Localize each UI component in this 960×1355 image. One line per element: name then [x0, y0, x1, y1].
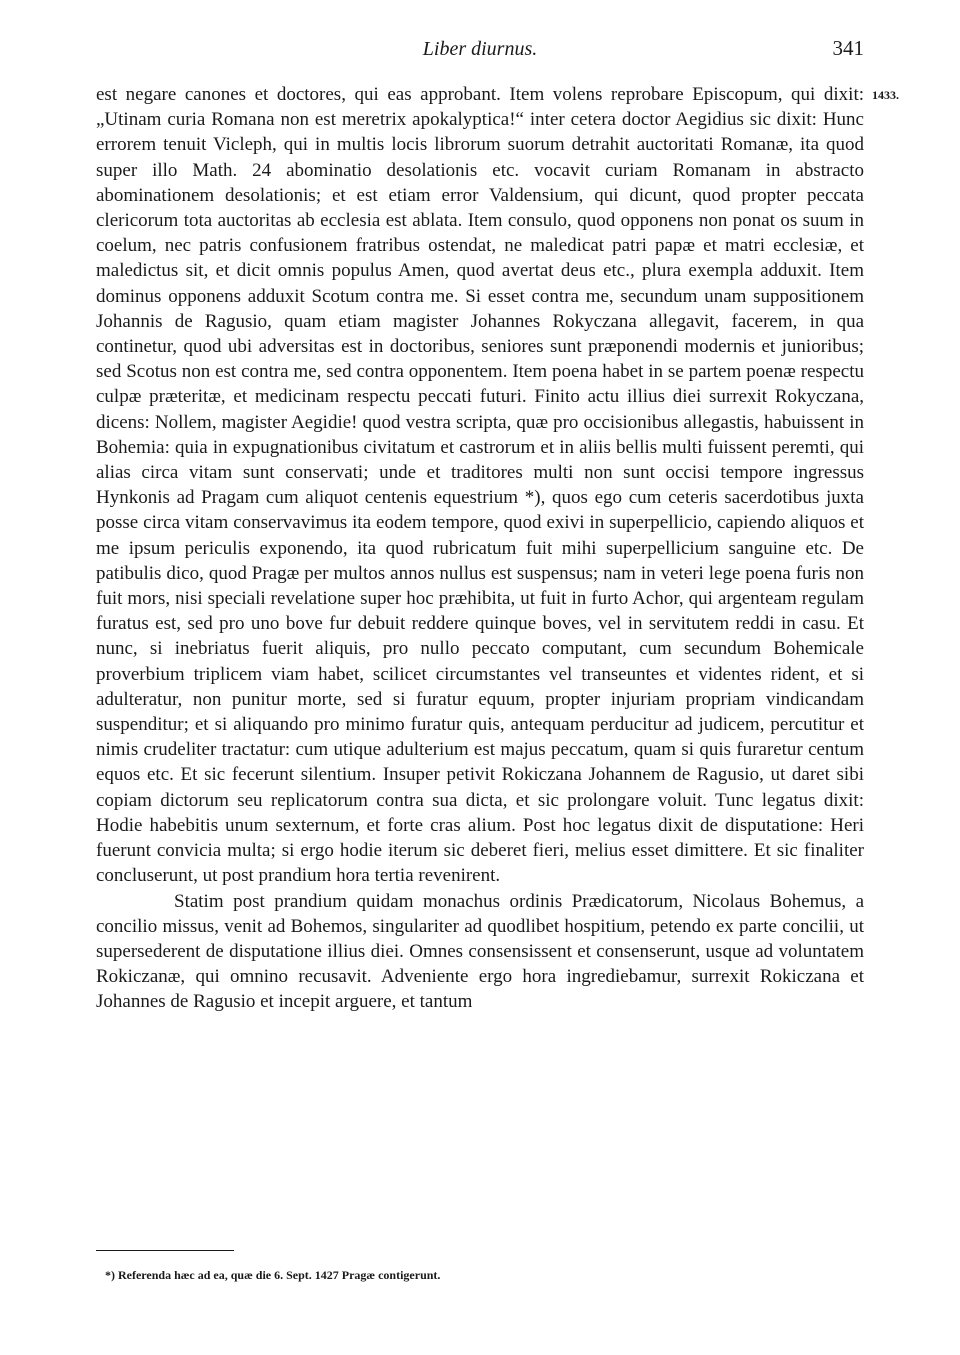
margin-year-note: 1433.	[872, 88, 899, 102]
running-title: Liber diurnus.	[422, 38, 538, 60]
running-head	[96, 36, 864, 66]
footnote: *) Referenda hæc ad ea, quæ die 6. Sept. 1427 Pragæ contigerunt.	[105, 1268, 441, 1282]
page-number: 341	[832, 36, 864, 60]
paragraph-1: est negare canones et doctores, qui eas approbant. Item volens reprobare Episcopum, qui dixit: „Utinam curia Romana non est meretrix apokalyptica!“ inter cetera doctor Aegidius sic dixit: Hunc errorem tenuit Vicleph, qui in multis locis librorum suorum detrahit auctoritati Romanæ, ita quod super illo Math. 24 abominatio desolationis etc. vocavit curiam Romanam in abstracto abominationem desolationis; et est etiam error Valdensium, qui dicunt, quod propter peccata clericorum tota auctoritas ab ecclesia est ablata. Item consulo, quod opponens non ponat os suum in coelum, nec patris confusionem fratribus ostendat, ne maledicat patri papæ et matri ecclesiæ, et maledictus sit, et dicit omnis populus Amen, quod avertat deus etc., plura exempla adduxit. Item dominus opponens adduxit Scotum contra me. Si esset contra me, secundum unam suppositionem Johannis de Ragusio, quam etiam magister Johannes Rokyczana allegavit, facerem, in qua continetur, quod ubi adversitas est in doctoribus, seniores sunt præponendi modernis et junioribus; sed Scotus non est contra me, sed contra opponentem. Item poena habet in se partem poenæ respectu culpæ præteritæ, et medicinam respectu peccati futuri. Finito actu illius diei surrexit Rokyczana, dicens: Nollem, magister Aegidie! quod vestra scripta, quæ pro occisionibus allegastis, habuissent in Bohemia: quia in expugnationibus civitatum et castrorum et in aliis bellis multi fuissent peremti, qui alias circa vitam sunt conservati; unde et traditores multi non sunt occisi tempore ingressus Hynkonis ad Pragam cum aliquot centenis equestrium *), quos ego cum ceteris sacerdotibus juxta posse circa vitam conservavimus ita eodem tempore, quod exivi in superpellicio, capiendo aliquos et me ipsum periculis exponendo, ita quod rubricatum fuit mihi superpellicium sanguine etc. De patibulis dico, quod Pragæ per multos annos nullus est suspensus; nam in veteri lege poena furis non fuit mors, nisi speciali revelatione super hoc præhibita, ut fuit in furto Achor, qui argenteam regulam furatus est, sed pro uno bove fur debuit reddere quinque boves, vel in servitutem reddi in casu. Et nunc, si inebriatus fuerit aliquis, pro nullo peccato computant, cum secundum Bohemicale proverbium triplicem viam habet, scilicet circumstantes vel transeuntes et videntes rident, et si adulteratur, non punitur morte, sed si furatur equum, propter injuriam propriam vindicandam suspenditur; et si aliquando pro minimo furatur quis, antequam perducitur ad judicem, percutitur et nimis crudeliter tractatur: cum utique adulterium est majus peccatum, quam si quis furaretur centum equos etc. Et sic fecerunt silentium. Insuper petivit Rokiczana Johannem de Ragusio, ut daret sibi copiam dictorum seu replicatorum contra sua dicta, et sic prolongare voluit. Tunc legatus dixit: Hodie habebitis unum sexternum, et forte cras alium. Post hoc legatus dixit de disputatione: Heri fuerunt convicia multa; si ergo hodie iterum sic deberet fieri, melius esset dimittere. Et sic finaliter concluserunt, ut post prandium hora tertia revenirent.	[96, 84, 864, 887]
body-text	[96, 82, 864, 1015]
footnote-rule	[96, 1250, 234, 1251]
paragraph-2: Statim post prandium quidam monachus ordinis Prædicatorum, Nicolaus Bohemus, a concilio missus, venit ad Bohemos, singulariter ad quodlibet hospitium, petendo ex parte concilii, ut supersederent de disputatione illius diei. Omnes consensissent et consenserunt, usque ad voluntatem Rokiczanæ, qui omnino recusavit. Adveniente ergo hora ingrediebamur, surrexit Rokiczana et Johannes de Ragusio et incepit arguere, et tantum	[96, 890, 864, 1013]
